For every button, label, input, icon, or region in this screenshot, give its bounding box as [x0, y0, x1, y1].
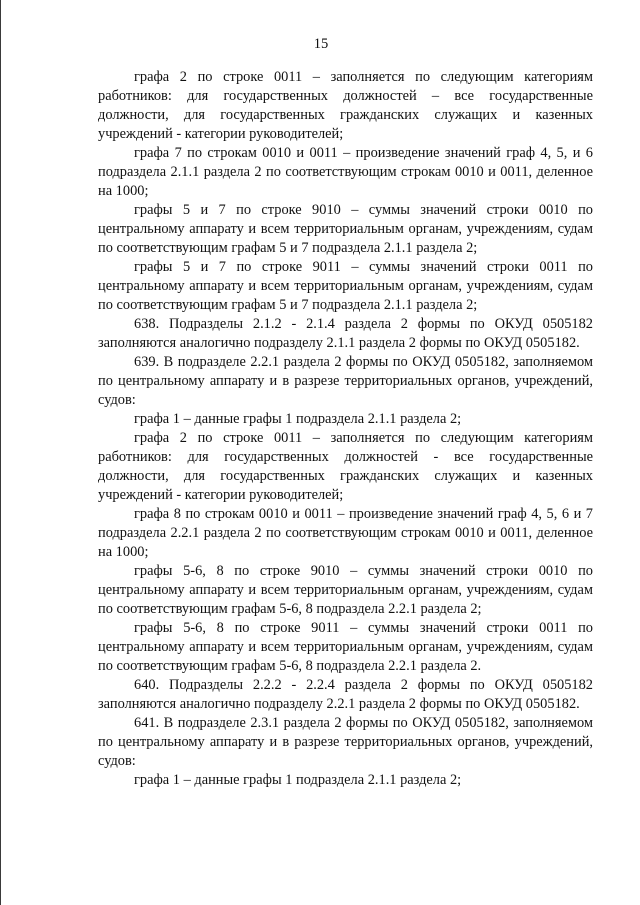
paragraph-item-641: 641. В подразделе 2.3.1 раздела 2 формы по ОКУД 0505182, заполняемом по центральному аппарату и в разрезе территориальных органов, учреждений, судов:: [98, 715, 593, 769]
paragraph-item-640: 640. Подразделы 2.2.2 - 2.2.4 раздела 2 формы по ОКУД 0505182 заполняются аналогично подразделу 2.2.1 раздела 2 формы по ОКУД 0505182.: [98, 677, 593, 712]
paragraph-item-638: 638. Подразделы 2.1.2 - 2.1.4 раздела 2 формы по ОКУД 0505182 заполняются аналогично подразделу 2.1.1 раздела 2 формы по ОКУД 0505182.: [98, 316, 593, 351]
paragraph-grafa-2-stroka-0011-section-2-2: графа 2 по строке 0011 – заполняется по следующим категориям работников: для государственных должностей - все государственные должности, для государственных гражданских служащих и казенных учреждений - категории руководителей;: [98, 430, 593, 503]
paragraph-item-639: 639. В подразделе 2.2.1 раздела 2 формы по ОКУД 0505182, заполняемом по центральному аппарату и в разрезе территориальных органов, учреждений, судов:: [98, 354, 593, 408]
paragraph-grafa-2-stroka-0011: графа 2 по строке 0011 – заполняется по следующим категориям работников: для государственных должностей – все государственные должности, для государственных гражданских служащих и казенных учреждений - категории руководителей;: [98, 69, 593, 142]
paragraph-grafy-5-7-stroka-9010: графы 5 и 7 по строке 9010 – суммы значений строки 0010 по центральному аппарату и всем территориальным органам, учреждениям, судам по соответствующим графам 5 и 7 подраздела 2.1.1 раздела 2;: [98, 202, 593, 256]
document-body: [98, 68, 593, 790]
paragraph-grafa-1-section-2-3: графа 1 – данные графы 1 подраздела 2.1.1 раздела 2;: [134, 772, 462, 788]
paragraph-grafy-5-6-8-stroka-9010: графы 5-6, 8 по строке 9010 – суммы значений строки 0010 по центральному аппарату и всем территориальным органам, учреждениям, судам по соответствующим графам 5-6, 8 подраздела 2.2.1 раздела 2;: [98, 563, 593, 617]
paragraph-grafa-1: графа 1 – данные графы 1 подраздела 2.1.1 раздела 2;: [134, 411, 462, 427]
paragraph-grafy-5-7-stroka-9011: графы 5 и 7 по строке 9011 – суммы значений строки 0011 по центральному аппарату и всем территориальным органам, учреждениям, судам по соответствующим графам 5 и 7 подраздела 2.1.1 раздела 2;: [98, 259, 593, 313]
paragraph-grafy-5-6-8-stroka-9011: графы 5-6, 8 по строке 9011 – суммы значений строки 0011 по центральному аппарату и всем территориальным органам, учреждениям, судам по соответствующим графам 5-6, 8 подраздела 2.2.1 раздела 2.: [98, 620, 593, 674]
paragraph-grafa-7: графа 7 по строкам 0010 и 0011 – произведение значений граф 4, 5, и 6 подраздела 2.1.1 раздела 2 по соответствующим строкам 0010 и 0011, деленное на 1000;: [98, 145, 593, 199]
page-number: 15: [313, 36, 329, 52]
paragraph-grafa-8: графа 8 по строкам 0010 и 0011 – произведение значений граф 4, 5, 6 и 7 подраздела 2.2.1 раздела 2 по соответствующим строкам 0010 и 0011, деленное на 1000;: [98, 506, 593, 560]
